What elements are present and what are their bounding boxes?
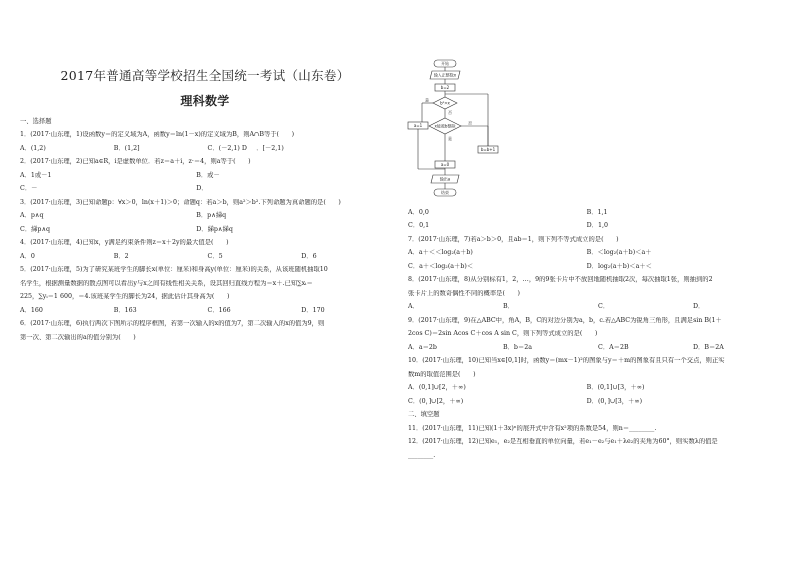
question-7-options [408, 249, 788, 258]
flowchart-diagram [404, 56, 500, 204]
flow-yes-label: 是 [425, 97, 429, 103]
question-3-options [20, 226, 395, 235]
option: D．綈p∧綈q [196, 225, 233, 233]
option: A．160 [20, 306, 43, 314]
option: B．163 [113, 306, 137, 314]
option: B．或－ [196, 171, 220, 179]
option: A． [408, 303, 419, 311]
question-9-line: 2cos C)＝2sin Acos C＋cos A sin C，则下列等式成立的是( ) [408, 330, 598, 338]
option: B．b＝2a [503, 343, 533, 351]
question-9: 9．(2017·山东理，9)在△ABC中，角A，B，C的对边分别为a，b，c.若△ABC为锐角三角形，且满足sin B(1＋ [408, 316, 722, 324]
option: A．(1,2) [20, 144, 46, 152]
option: C．綈p∧q [20, 225, 51, 233]
program-flowchart [404, 56, 500, 204]
question-9-options [408, 344, 788, 353]
section-heading: 二、填空题 [408, 411, 440, 419]
question-4: 4．(2017·山东理，4)已知x，y满足约束条件则z＝x＋2y的最大值是( ) [20, 239, 229, 247]
question-3: 3．(2017·山东理，3)已知命题p：∀x＞0，ln(x＋1)＞0；命题q：若a＞b，则a²＞b².下列命题为真命题的是( ) [20, 198, 341, 206]
option: B．(1,2] [113, 144, 140, 152]
option: C．－ [20, 185, 38, 193]
option: A．0 [20, 252, 35, 260]
flow-a-zero: a=0 [440, 162, 450, 167]
flow-output: 输出a [439, 176, 451, 182]
option: D．170 [301, 306, 325, 314]
question-10-options [408, 398, 788, 407]
option: B．p∧綈q [196, 212, 227, 220]
option: ．[－2,1) [256, 144, 284, 152]
flow-a-one: a=1 [413, 123, 423, 128]
flow-input: 输入正整数x [433, 72, 457, 78]
option: C．5 [207, 252, 223, 260]
flow-b-inc: b=b+1 [480, 147, 496, 152]
option: D．1,0 [586, 222, 608, 230]
exam-subtitle: 理科数学 [180, 94, 230, 108]
question-2: 2．(2017·山东理，2)已知a∈R，i是虚数单位．若z＝a＋i，z·＝4，则a等于( ) [20, 158, 251, 166]
question-5: 5．(2017·山东理，5)为了研究某班学生的脚长x(单位：厘米)和身高y(单位：厘米)的关系，从该班随机抽取10 [20, 266, 328, 274]
option: A．0,0 [408, 209, 429, 216]
question-8-line: 张卡片上的数奇偶性不同的概率是( ) [408, 289, 520, 297]
option: B． [503, 303, 514, 311]
question-1: 1．(2017·山东理，1)设函数y＝的定义域为A，函数y＝ln(1－x)的定义域为B，则A∩B等于( ) [20, 131, 295, 139]
option: D． [196, 185, 208, 193]
option: A．p∧q [20, 212, 44, 220]
exam-title: 2017年普通高等学校招生全国统一考试（山东卷） [60, 68, 350, 83]
question-8: 8．(2017·山东理，8)从分别标有1，2，…，9的9张卡片中不放回地随机抽取2次，每次抽取1张，则抽到的2 [408, 276, 713, 284]
option: D．(0，]∪[3，＋∞) [586, 397, 643, 405]
question-12-line: ________. [408, 451, 436, 459]
option: C．0,1 [408, 222, 430, 230]
question-6-options [408, 209, 788, 218]
right-column [408, 209, 788, 465]
flow-yes-label-2: 是 [448, 136, 452, 141]
option: C．(0，]∪[2，＋∞) [408, 397, 464, 405]
flow-cond-2: x能被b整除 [434, 123, 456, 129]
question-4-options [20, 253, 395, 262]
option: B．＜log₂(a＋b)＜a＋ [586, 249, 652, 257]
option: B．(0,1]∪[3，＋∞) [586, 384, 645, 392]
option: C．a＋＜log₂(a＋b)＜ [408, 262, 474, 270]
question-11: 11．(2017·山东理，11)已知(1＋3x)ⁿ的展开式中含有x²项的系数是54，则n＝________. [408, 424, 657, 432]
option: D．6 [301, 252, 317, 260]
question-2-options [20, 172, 395, 181]
flow-no-label-2: 否 [468, 120, 472, 126]
question-6: 6．(2017·山东理，6)执行两次下图所示的程序框图，若第一次输入的x的值为7，第二次输入的x的值为9，则 [20, 320, 325, 328]
question-10-line: 数m的取值范围是( ) [408, 370, 476, 378]
flow-end: 结束 [441, 190, 449, 195]
option: A．1或－1 [20, 171, 52, 179]
option: B．2 [113, 252, 129, 260]
option: C．A＝2B [598, 343, 629, 351]
question-8-options [408, 303, 788, 312]
option: A．(0,1]∪[2，＋∞) [408, 384, 466, 392]
question-12: 12．(2017·山东理，12)已知e₁，e₂是互相垂直的单位向量，若e₁－e₂与e₁＋λe₂的夹角为60°，则实数λ的值是 [408, 438, 718, 446]
option: C．166 [207, 306, 231, 314]
option: C．(－2,1) D [207, 144, 247, 152]
option: C． [598, 303, 610, 311]
flow-b-init: b=2 [440, 85, 450, 90]
option: D．log₂(a＋b)＜a＋＜ [586, 262, 652, 270]
option: D． [693, 303, 705, 311]
option: A．a＝2b [408, 343, 437, 351]
question-5-line: 名学生，根据测量数据的散点图可以看出y与x之间有线性相关关系，设其回归直线方程为＝x＋.已知∑xᵢ＝ [20, 279, 313, 287]
option: A．a＋＜＜log₂(a＋b) [408, 249, 473, 257]
left-column [20, 118, 395, 347]
option: B．1,1 [586, 209, 608, 216]
flow-no-label: 否 [448, 110, 452, 115]
section-heading: 一、选择题 [20, 118, 52, 125]
question-7-options [408, 263, 788, 272]
question-5-options [20, 307, 395, 316]
question-6-line: 第一次、第二次输出的a的值分别为( ) [20, 333, 136, 341]
question-10-options [408, 384, 788, 393]
question-6-options [408, 222, 788, 231]
flow-cond-1: b²>x [440, 100, 450, 106]
question-3-options [20, 212, 395, 221]
question-2-options [20, 185, 395, 194]
question-7: 7．(2017·山东理，7)若a＞b＞0，且ab＝1，则下列不等式成立的是( ) [408, 235, 619, 243]
question-10: 10．(2017·山东理，10)已知当x∈[0,1]时，函数y＝(mx－1)²的图象与y＝＋m的图象有且只有一个交点，则正实 [408, 357, 725, 365]
question-5-line: 225，∑yᵢ＝1 600，＝4.该班某学生的脚长为24，据此估计其身高为( ) [20, 293, 230, 301]
flow-start: 开始 [441, 61, 449, 66]
option: D．B＝2A [693, 343, 724, 351]
question-1-options [20, 145, 395, 154]
